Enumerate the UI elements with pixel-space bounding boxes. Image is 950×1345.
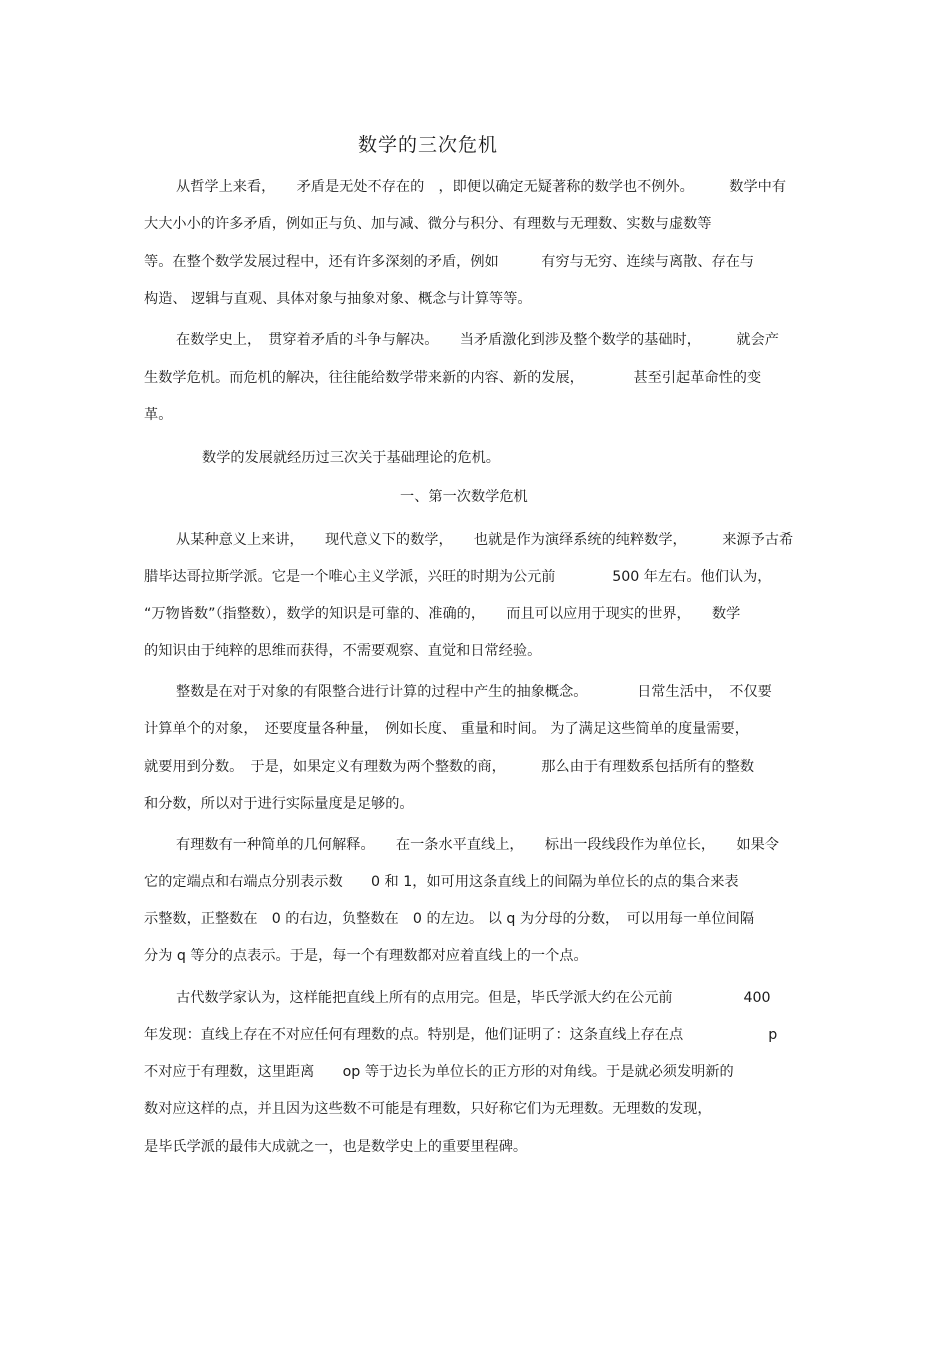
paragraph-line: 计算单个的对象， 还要度量各种量， 例如长度、 重量和时间。 为了满足这些简单的度量需要，	[144, 721, 749, 737]
document-title: 数学的三次危机	[358, 134, 499, 156]
paragraph-line: 它的定端点和右端点分别表示数 0 和 1，如可用这条直线上的间隔为单位长的点的集合来表	[144, 874, 739, 890]
paragraph-line: 示整数，正整数在 0 的右边，负整数在 0 的左边。 以 q 为分母的分数， 可以用每一单位间隔	[144, 911, 755, 927]
paragraph-line: “万物皆数”（指整数），数学的知识是可靠的、准确的， 而且可以应用于现实的世界， 数学	[144, 606, 741, 622]
paragraph-line: 革。	[144, 407, 173, 423]
paragraph-line: 和分数，所以对于进行实际量度是足够的。	[144, 796, 414, 812]
paragraph-line: 年发现：直线上存在不对应任何有理数的点。特别是，他们证明了：这条直线上存在点 p	[144, 1027, 778, 1043]
paragraph-line: 古代数学家认为，这样能把直线上所有的点用完。但是，毕氏学派大约在公元前 400	[176, 990, 771, 1006]
paragraph-line: 整数是在对于对象的有限整合进行计算的过程中产生的抽象概念。 日常生活中， 不仅要	[176, 684, 772, 700]
paragraph-line: 构造、 逻辑与直观、具体对象与抽象对象、概念与计算等等。	[144, 291, 532, 307]
paragraph-line: 不对应于有理数，这里距离 op 等于边长为单位长的正方形的对角线。于是就必须发明新的	[144, 1064, 734, 1080]
paragraph-line: 的知识由于纯粹的思维而获得，不需要观察、直觉和日常经验。	[144, 643, 542, 659]
paragraph-line: 在数学史上， 贯穿着矛盾的斗争与解决。 当矛盾激化到涉及整个数学的基础时， 就会产	[176, 332, 779, 348]
paragraph-line: 从某种意义上来讲， 现代意义下的数学， 也就是作为演绎系统的纯粹数学， 来源予古希	[176, 532, 794, 548]
section-heading: 一、第一次数学危机	[400, 489, 528, 505]
paragraph-line: 从哲学上来看， 矛盾是无处不存在的 ，即便以确定无疑著称的数学也不例外。 数学中有	[176, 179, 787, 195]
paragraph-line: 分为 q 等分的点表示。于是，每一个有理数都对应着直线上的一个点。	[144, 948, 588, 964]
paragraph-line: 有理数有一种简单的几何解释。 在一条水平直线上， 标出一段线段作为单位长， 如果令	[176, 837, 779, 853]
paragraph-line: 腊毕达哥拉斯学派。它是一个唯心主义学派，兴旺的时期为公元前 500 年左右。他们认为，	[144, 569, 772, 585]
paragraph-line: 数学的发展就经历过三次关于基础理论的危机。	[202, 450, 500, 466]
paragraph-line: 等。在整个数学发展过程中，还有许多深刻的矛盾，例如 有穷与无穷、连续与离散、存在与	[144, 254, 755, 270]
paragraph-line: 大大小小的许多矛盾，例如正与负、加与减、微分与积分、有理数与无理数、实数与虚数等	[144, 216, 712, 232]
paragraph-line: 数对应这样的点，并且因为这些数不可能是有理数，只好称它们为无理数。无理数的发现，	[144, 1101, 712, 1117]
paragraph-line: 生数学危机。而危机的解决，往往能给数学带来新的内容、新的发展， 甚至引起革命性的变	[144, 370, 762, 386]
paragraph-line: 是毕氏学派的最伟大成就之一，也是数学史上的重要里程碑。	[144, 1139, 528, 1155]
paragraph-line: 就要用到分数。 于是，如果定义有理数为两个整数的商， 那么由于有理数系包括所有的整数	[144, 759, 755, 775]
